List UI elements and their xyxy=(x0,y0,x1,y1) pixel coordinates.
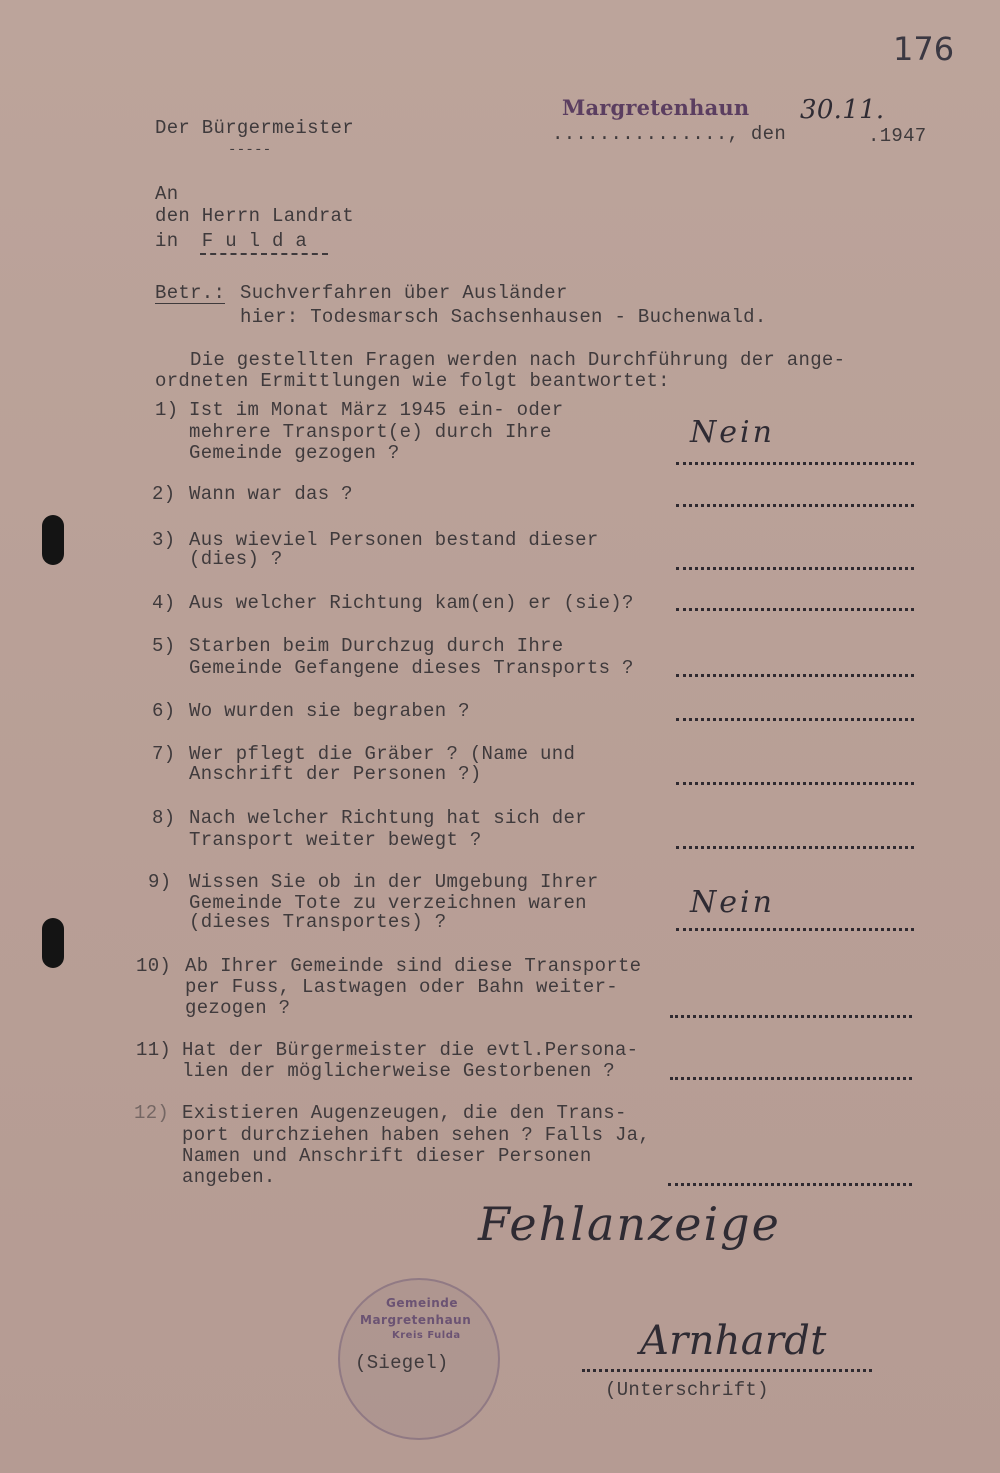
answer-line-2 xyxy=(676,504,914,509)
question-10-line-1: Ab Ihrer Gemeinde sind diese Transporte xyxy=(185,955,642,977)
answer-line-6 xyxy=(676,718,914,723)
question-3-number: 3) xyxy=(152,529,176,551)
answer-line-9 xyxy=(676,928,914,933)
question-1-number: 1) xyxy=(155,399,179,421)
subject-line-1: Suchverfahren über Ausländer xyxy=(240,282,568,304)
seal-text-line-1: Gemeinde xyxy=(386,1296,459,1310)
question-12-line-3: Namen und Anschrift dieser Personen xyxy=(182,1145,592,1167)
intro-line-2: ordneten Ermittlungen wie folgt beantwortet: xyxy=(155,370,670,392)
sender: Der Bürgermeister xyxy=(155,117,354,139)
question-10-number: 10) xyxy=(136,955,172,977)
question-12-number: 12) xyxy=(134,1102,170,1124)
question-8-line-2: Transport weiter bewegt ? xyxy=(189,829,482,851)
question-5-line-2: Gemeinde Gefangene dieses Transports ? xyxy=(189,657,634,679)
subject-label-underline xyxy=(155,303,225,304)
question-5-line-1: Starben beim Durchzug durch Ihre xyxy=(189,635,564,657)
question-11-number: 11) xyxy=(136,1039,172,1061)
answer-line-3 xyxy=(676,567,914,572)
question-3-line-2: (dies) ? xyxy=(189,548,283,570)
question-4-number: 4) xyxy=(152,592,176,614)
seal-label: (Siegel) xyxy=(355,1352,449,1374)
recipient-line-3: in F u l d a xyxy=(155,230,308,252)
question-2-line-1: Wann war das ? xyxy=(189,483,353,505)
signature-line xyxy=(582,1369,872,1374)
answer-line-10 xyxy=(670,1015,912,1020)
question-10-line-3: gezogen ? xyxy=(185,997,291,1019)
question-10-line-2: per Fuss, Lastwagen oder Bahn weiter- xyxy=(185,976,618,998)
question-9-line-3: (dieses Transportes) ? xyxy=(189,911,447,933)
question-11-line-2: lien der möglicherweise Gestorbenen ? xyxy=(182,1060,615,1082)
place-stamp: Margretenhaun xyxy=(562,95,750,120)
recipient-line-2: den Herrn Landrat xyxy=(155,205,354,227)
answer-line-4 xyxy=(676,608,914,613)
page-number: 176 xyxy=(893,30,955,68)
question-7-line-2: Anschrift der Personen ?) xyxy=(189,763,482,785)
question-12-line-1: Existieren Augenzeugen, die den Trans- xyxy=(182,1102,627,1124)
question-9-line-1: Wissen Sie ob in der Umgebung Ihrer xyxy=(189,871,599,893)
question-6-number: 6) xyxy=(152,700,176,722)
question-9-number: 9) xyxy=(148,871,172,893)
question-1-line-2: mehrere Transport(e) durch Ihre xyxy=(189,421,552,443)
closing-handwriting: Fehlanzeige xyxy=(478,1197,781,1251)
signature-label: (Unterschrift) xyxy=(605,1379,769,1401)
question-3-line-1: Aus wieviel Personen bestand dieser xyxy=(189,529,599,551)
answer-line-8 xyxy=(676,846,914,851)
punch-hole-bottom xyxy=(42,918,64,968)
punch-hole-top xyxy=(42,515,64,565)
answer-line-11 xyxy=(670,1077,912,1082)
recipient-city-underline xyxy=(200,253,328,255)
answer-line-5 xyxy=(676,674,914,679)
question-1-line-1: Ist im Monat März 1945 ein- oder xyxy=(189,399,564,421)
date-dots: ..............., den xyxy=(552,123,787,145)
question-11-line-1: Hat der Bürgermeister die evtl.Persona- xyxy=(182,1039,639,1061)
question-6-line-1: Wo wurden sie begraben ? xyxy=(189,700,470,722)
question-7-number: 7) xyxy=(152,743,176,765)
seal-text-line-2: Margretenhaun xyxy=(360,1313,472,1327)
answer-line-12 xyxy=(668,1183,912,1188)
answer-line-7 xyxy=(676,782,914,787)
answer-line-1 xyxy=(676,462,914,467)
question-9-line-2: Gemeinde Tote zu verzeichnen waren xyxy=(189,892,587,914)
question-12-line-4: angeben. xyxy=(182,1166,276,1188)
question-5-number: 5) xyxy=(152,635,176,657)
answer-9-handwritten: Nein xyxy=(690,885,775,920)
subject-label: Betr.: xyxy=(155,282,226,304)
date-year: .1947 xyxy=(868,125,927,147)
question-4-line-1: Aus welcher Richtung kam(en) er (sie)? xyxy=(189,592,634,614)
signature-handwriting: Arnhardt xyxy=(640,1318,827,1364)
answer-1-handwritten: Nein xyxy=(690,415,775,450)
intro-line-1: Die gestellten Fragen werden nach Durchführung der ange- xyxy=(190,349,846,371)
question-12-line-2: port durchziehen haben sehen ? Falls Ja, xyxy=(182,1124,651,1146)
subject-line-2: hier: Todesmarsch Sachsenhausen - Buchenwald. xyxy=(240,306,767,328)
question-2-number: 2) xyxy=(152,483,176,505)
sender-underline: ----- xyxy=(228,142,272,158)
date-handwritten: 30.11. xyxy=(800,95,885,125)
recipient-line-1: An xyxy=(155,183,179,205)
seal-text-line-3: Kreis Fulda xyxy=(392,1330,461,1341)
question-8-line-1: Nach welcher Richtung hat sich der xyxy=(189,807,587,829)
question-1-line-3: Gemeinde gezogen ? xyxy=(189,442,400,464)
question-8-number: 8) xyxy=(152,807,176,829)
question-7-line-1: Wer pflegt die Gräber ? (Name und xyxy=(189,743,576,765)
